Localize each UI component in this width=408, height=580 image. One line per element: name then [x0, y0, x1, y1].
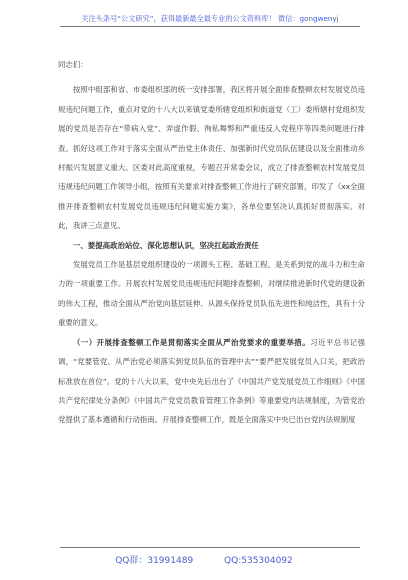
greeting: 同志们：: [58, 60, 88, 69]
header-banner: 关注头条号“公文研究”，获得最新最全最专业的公文资料库！ 微信：gongwenyj: [81, 14, 339, 23]
subsection-heading-1: （一）开展排查整顿工作是贯彻落实全面从严治党要求的重要举措。: [72, 337, 311, 347]
section-heading-1: 一、要提高政治站位、深化思想认识，坚决扛起政治责任: [72, 240, 259, 250]
footer-qq-group: QQ群：31991489: [115, 556, 194, 566]
subsection-text-1: 习近平总书记强调，“党要管党、从严治党必须落实到党员队伍的管理中去”“要严把发展党员入口关，把政治标准放在首位”。党的十八大以来，党中央先后出台了《中国共产党发展党员工作细则》《中国共产党纪律处分条例》《中国共产党党员教育管理工作条例》等重要党内法规制度，为管党治党提供了基本遵循和行动指南。开展排查整顿工作，既是全面落实中央已出台党内法规制度: [58, 337, 366, 425]
paragraph-subsection-1: [58, 333, 365, 430]
header-divider: [60, 26, 360, 27]
footer-divider: [60, 547, 360, 548]
footer-qq: QQ:535304092: [224, 556, 293, 566]
paragraph-intro: 按照中组部和省、市委组织部的统一安排部署，我区将开展全面排查整顿农村发展党员违规违纪问题工作，重点对党的十八大以来镇党委所辖党组织和街道党（工）委所辖村党组织发展的党员是否存在“带病入党”、弄虚作假、徇私舞弊和严重违反入党程序等四类问题进行排查。抓好这项工作对于落实全面从严治党主体责任、加强新时代党员队伍建设以及全面推动乡村振兴发展意义重大。区委对此高度重视，专题召开常委会议，成立了排查整顿农村发展党员违规违纪问题工作领导小组，按照有关要求对排查整顿工作进行了研究部署，印发了《xx全面推开排查整顿农村发展党员违规违纪问题实施方案》，各单位要坚决认真抓好贯彻落实。对此，我讲三点意见。: [58, 85, 365, 231]
document-body: [58, 55, 365, 430]
footer: [0, 553, 408, 566]
paragraph-section-1: 发展党员工作是基层党组织建设的一项源头工程、基础工程，是关系到党的战斗力和生命力的一项重要工作。开展农村发展党员违规违纪问题排查整顿，对继续推进新时代党的建设新的伟大工程，推动全面从严治党向基层延伸、从源头保持党员队伍先进性和纯洁性，具有十分重要的意义。: [58, 260, 365, 328]
